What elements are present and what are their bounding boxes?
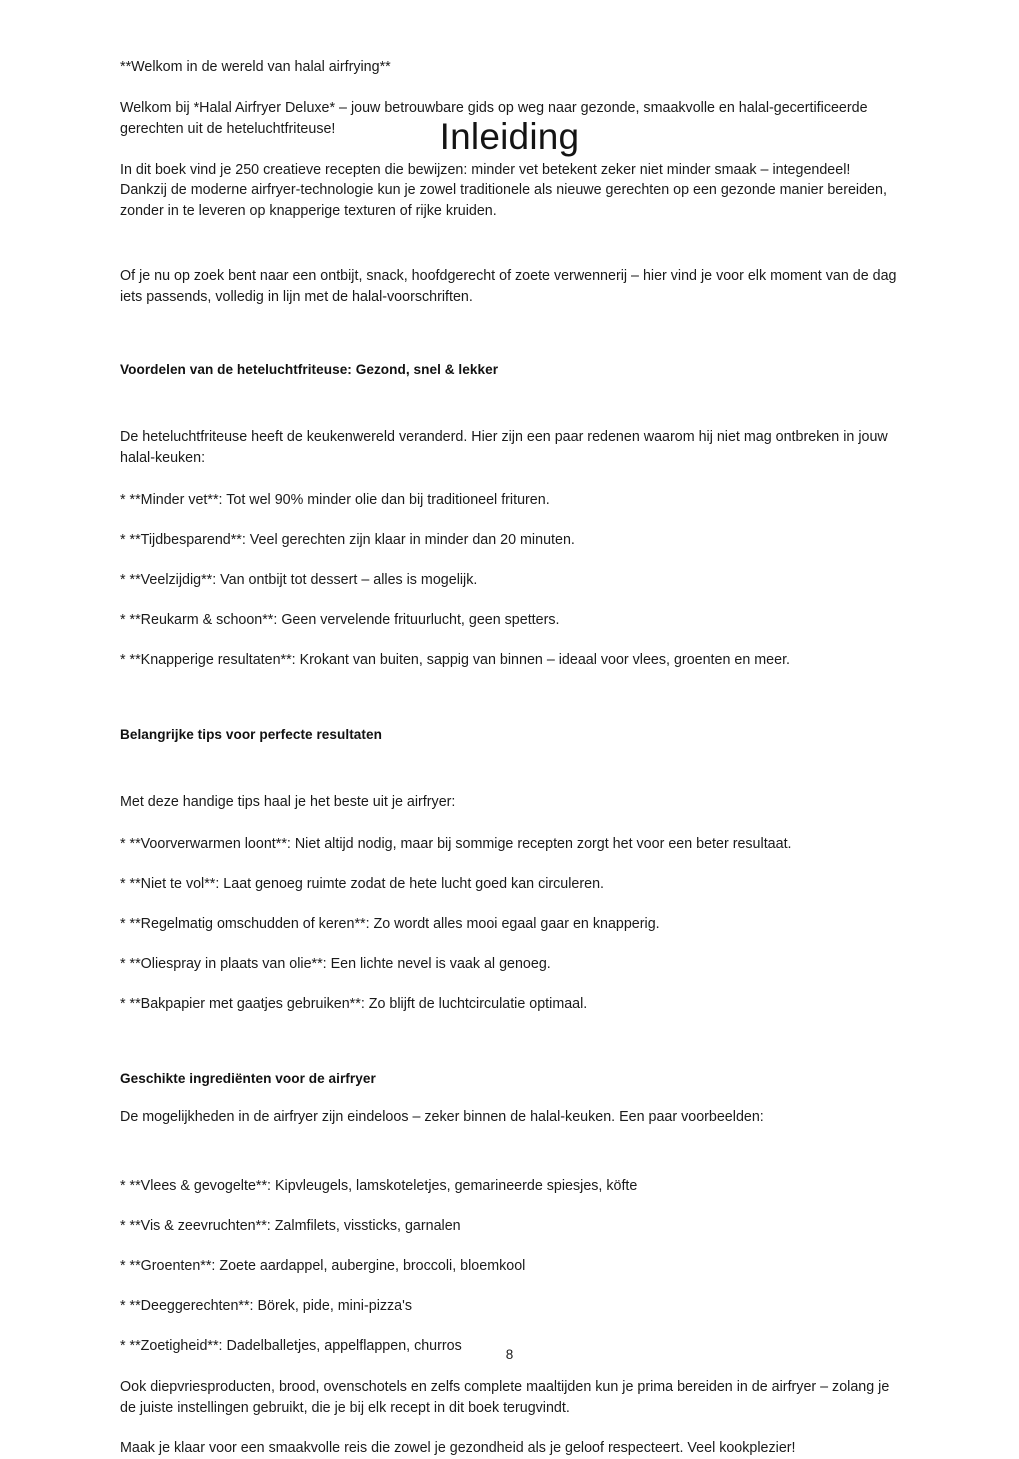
list-item: * **Knapperige resultaten**: Krokant van buiten, sappig van binnen – ideaal voor vlees, groenten en meer. xyxy=(120,651,791,668)
document-body xyxy=(120,0,900,1459)
list-item: * **Vlees & gevogelte**: Kipvleugels, lamskoteletjes, gemarineerde spiesjes, köfte xyxy=(120,1178,638,1195)
section-heading-tips: Belangrijke tips voor perfecte resultaten xyxy=(120,726,382,742)
closing-paragraph-2: Maak je klaar voor een smaakvolle reis die zowel je gezondheid als je geloof respecteert. Veel kookplezier! xyxy=(120,1440,796,1457)
list-item: * **Veelzijdig**: Van ontbijt tot dessert – alles is mogelijk. xyxy=(120,572,478,589)
list-item: * **Regelmatig omschudden of keren**: Zo wordt alles mooi egaal gaar en knapperig. xyxy=(120,916,660,933)
intro-paragraph-3: Of je nu op zoek bent naar een ontbijt, snack, hoofdgerecht of zoete verwennerij – hier vind je voor elk moment van de dag iets passends, volledig in lijn met de halal-voorschriften. xyxy=(120,268,897,306)
intro-paragraph-2: In dit boek vind je 250 creatieve recepten die bewijzen: minder vet betekent zeker niet minder smaak – integendeel! Dankzij de moderne airfryer-technologie kun je zowel traditionele als nieuwe gerechten op een gezonde manier bereiden, zonder in te leveren op knapperige texturen of rijke kruiden. xyxy=(120,161,887,220)
list-item: * **Oliespray in plaats van olie**: Een lichte nevel is vaak al genoeg. xyxy=(120,956,551,973)
list-item: * **Bakpapier met gaatjes gebruiken**: Zo blijft de luchtcirculatie optimaal. xyxy=(120,995,588,1012)
list-item: * **Minder vet**: Tot wel 90% minder olie dan bij traditioneel frituren. xyxy=(120,492,550,509)
list-item: * **Zoetigheid**: Dadelballetjes, appelflappen, churros xyxy=(120,1337,462,1354)
page-number: 8 xyxy=(505,1347,514,1362)
welcome-line: **Welkom in de wereld van halal airfrying** xyxy=(120,59,391,75)
list-item: * **Reukarm & schoon**: Geen vervelende frituurlucht, geen spetters. xyxy=(120,612,560,629)
list-item: * **Vis & zeevruchten**: Zalmfilets, vissticks, garnalen xyxy=(120,1218,461,1235)
ingredients-intro: De mogelijkheden in de airfryer zijn eindeloos – zeker binnen de halal-keuken. Een paar voorbeelden: xyxy=(120,1108,764,1125)
list-item: * **Groenten**: Zoete aardappel, aubergine, broccoli, bloemkool xyxy=(120,1258,526,1275)
tips-intro: Met deze handige tips haal je het beste uit je airfryer: xyxy=(120,793,456,810)
section-heading-benefits: Voordelen van de heteluchtfriteuse: Gezond, snel & lekker xyxy=(120,361,499,377)
list-item: * **Deeggerechten**: Börek, pide, mini-pizza's xyxy=(120,1298,412,1315)
benefits-intro: De heteluchtfriteuse heeft de keukenwereld veranderd. Hier zijn een paar redenen waarom hij niet mag ontbreken in jouw halal-keuken: xyxy=(120,428,888,466)
list-item: * **Niet te vol**: Laat genoeg ruimte zodat de hete lucht goed kan circuleren. xyxy=(120,876,605,893)
intro-paragraph-1: Welkom bij *Halal Airfryer Deluxe* – jouw betrouwbare gids op weg naar gezonde, smaakvolle en halal-gecertificeerde gerechten uit de heteluchtfriteuse! xyxy=(120,99,868,137)
section-heading-ingredients: Geschikte ingrediënten voor de airfryer xyxy=(120,1070,376,1086)
page-title: Inleiding xyxy=(439,116,580,157)
list-item: * **Voorverwarmen loont**: Niet altijd nodig, maar bij sommige recepten zorgt het voor een beter resultaat. xyxy=(120,836,792,853)
closing-paragraph-1: Ook diepvriesproducten, brood, ovenschotels en zelfs complete maaltijden kun je prima bereiden in de airfryer – zolang je de juiste instellingen gebruikt, die je bij elk recept in dit boek terugvindt. xyxy=(120,1378,890,1416)
list-item: * **Tijdbesparend**: Veel gerechten zijn klaar in minder dan 20 minuten. xyxy=(120,532,575,549)
